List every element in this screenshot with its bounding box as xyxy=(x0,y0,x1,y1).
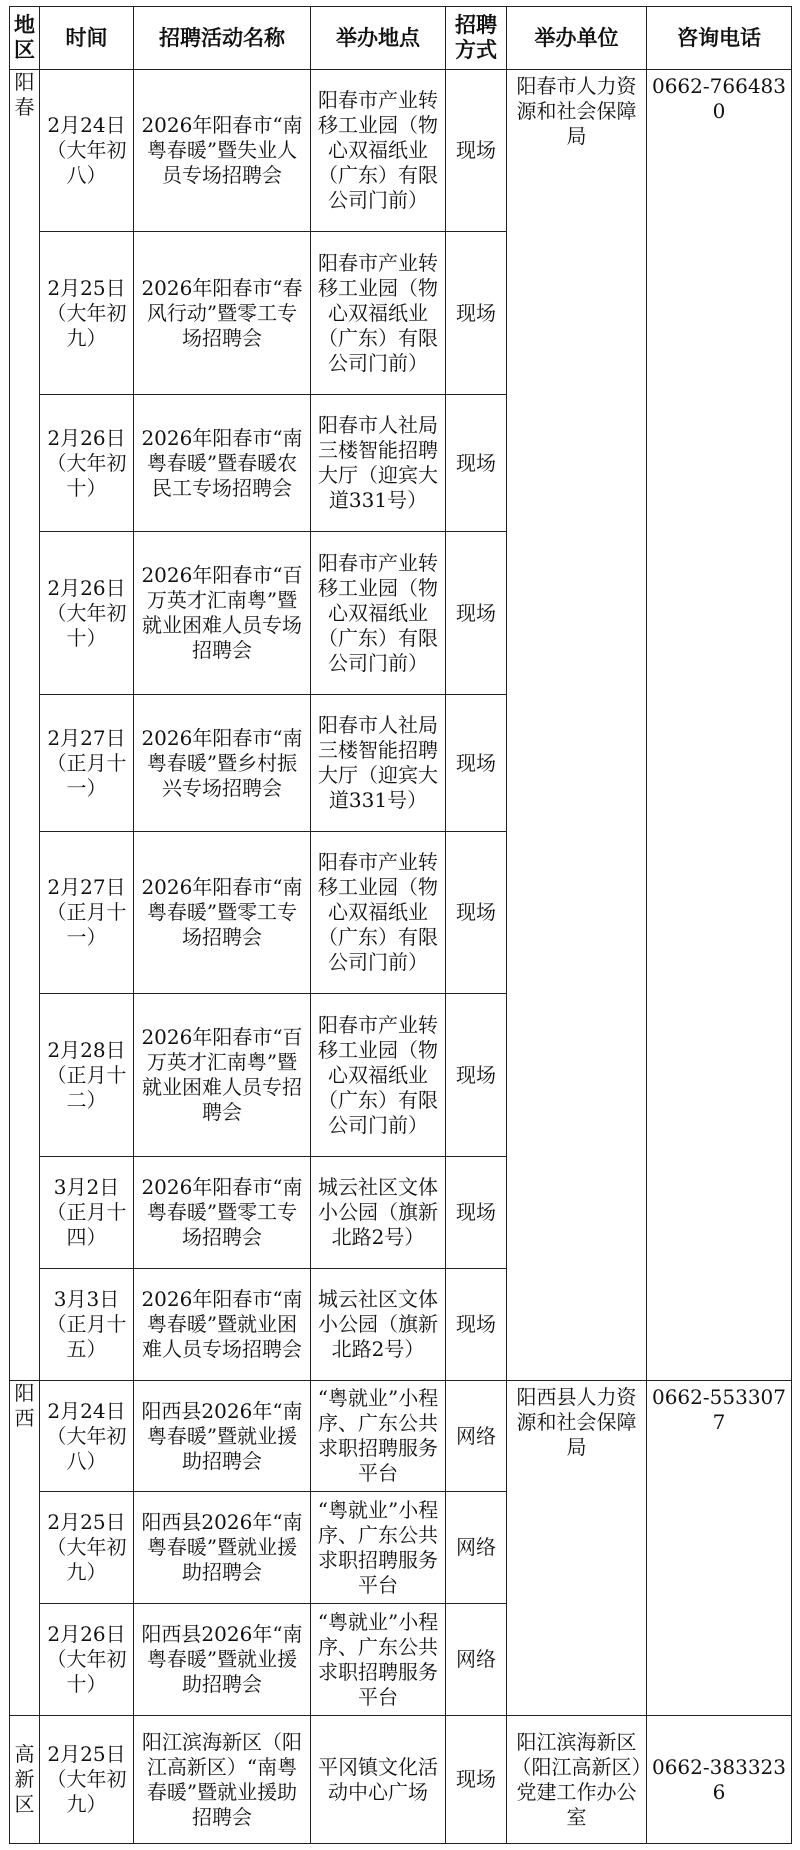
venue-cell: “粤就业”小程序、广东公共求职招聘服务平台 xyxy=(311,1604,446,1716)
event-name-cell: 2026年阳春市“南粤春暖”暨就业困难人员专场招聘会 xyxy=(134,1269,311,1381)
time-cell: 2月27日（正月十一） xyxy=(40,695,134,832)
table-row xyxy=(10,1716,792,1844)
header-region: 地区 xyxy=(10,7,40,70)
venue-cell: 城云社区文体小公园（旗新北路2号） xyxy=(311,1269,446,1381)
event-name-cell: 2026年阳春市“春风行动”暨零工专场招聘会 xyxy=(134,232,311,395)
event-name-cell: 2026年阳春市“南粤春暖”暨零工专场招聘会 xyxy=(134,1157,311,1269)
region-cell: 阳西 xyxy=(10,1381,40,1716)
organizer-cell: 阳江滨海新区（阳江高新区）党建工作办公室 xyxy=(507,1716,647,1844)
mode-cell: 现场 xyxy=(446,395,507,532)
event-name-cell: 2026年阳春市“百万英才汇南粤”暨就业困难人员专招聘会 xyxy=(134,994,311,1157)
venue-cell: 阳春市产业转移工业园（物心双福纸业（广东）有限公司门前） xyxy=(311,70,446,232)
event-name-cell: 2026年阳春市“南粤春暖”暨春暖农民工专场招聘会 xyxy=(134,395,311,532)
venue-cell: 阳春市产业转移工业园（物心双福纸业（广东）有限公司门前） xyxy=(311,532,446,695)
time-cell: 3月2日（正月十四） xyxy=(40,1157,134,1269)
time-cell: 2月26日（大年初十） xyxy=(40,1604,134,1716)
header-organizer: 举办单位 xyxy=(507,7,647,70)
venue-cell: 阳春市产业转移工业园（物心双福纸业（广东）有限公司门前） xyxy=(311,832,446,994)
venue-cell: 城云社区文体小公园（旗新北路2号） xyxy=(311,1157,446,1269)
table-row xyxy=(10,70,792,232)
event-name-cell: 2026年阳春市“南粤春暖”暨乡村振兴专场招聘会 xyxy=(134,695,311,832)
table-header-row xyxy=(10,7,792,70)
header-venue: 举办地点 xyxy=(311,7,446,70)
venue-cell: 阳春市产业转移工业园（物心双福纸业（广东）有限公司门前） xyxy=(311,232,446,395)
organizer-cell: 阳西县人力资源和社会保障局 xyxy=(507,1381,647,1716)
time-cell: 2月27日（正月十一） xyxy=(40,832,134,994)
mode-cell: 现场 xyxy=(446,1716,507,1844)
venue-cell: “粤就业”小程序、广东公共求职招聘服务平台 xyxy=(311,1381,446,1492)
mode-cell: 现场 xyxy=(446,232,507,395)
time-cell: 2月25日（大年初九） xyxy=(40,232,134,395)
time-cell: 2月26日（大年初十） xyxy=(40,532,134,695)
event-name-cell: 阳西县2026年“南粤春暖”暨就业援助招聘会 xyxy=(134,1604,311,1716)
event-name-cell: 阳西县2026年“南粤春暖”暨就业援助招聘会 xyxy=(134,1381,311,1492)
phone-cell: 0662-3833236 xyxy=(647,1716,792,1844)
phone-cell: 0662-5533077 xyxy=(647,1381,792,1716)
time-cell: 2月24日（大年初八） xyxy=(40,1381,134,1492)
mode-cell: 网络 xyxy=(446,1604,507,1716)
mode-cell: 现场 xyxy=(446,532,507,695)
venue-cell: 阳春市产业转移工业园（物心双福纸业（广东）有限公司门前） xyxy=(311,994,446,1157)
region-cell: 阳春 xyxy=(10,70,40,1381)
time-cell: 2月24日（大年初八） xyxy=(40,70,134,232)
header-event-name: 招聘活动名称 xyxy=(134,7,311,70)
mode-cell: 网络 xyxy=(446,1492,507,1604)
mode-cell: 现场 xyxy=(446,70,507,232)
header-mode: 招聘方式 xyxy=(446,7,507,70)
time-cell: 2月28日（正月十二） xyxy=(40,994,134,1157)
recruitment-schedule-table xyxy=(9,6,792,1844)
event-name-cell: 2026年阳春市“南粤春暖”暨零工专场招聘会 xyxy=(134,832,311,994)
time-cell: 2月25日（大年初九） xyxy=(40,1716,134,1844)
event-name-cell: 阳江滨海新区（阳江高新区）“南粤春暖”暨就业援助招聘会 xyxy=(134,1716,311,1844)
region-cell: 高新区 xyxy=(10,1716,40,1844)
organizer-cell: 阳春市人力资源和社会保障局 xyxy=(507,70,647,1381)
event-name-cell: 2026年阳春市“南粤春暖”暨失业人员专场招聘会 xyxy=(134,70,311,232)
header-time: 时间 xyxy=(40,7,134,70)
event-name-cell: 2026年阳春市“百万英才汇南粤”暨就业困难人员专场招聘会 xyxy=(134,532,311,695)
time-cell: 2月26日（大年初十） xyxy=(40,395,134,532)
mode-cell: 现场 xyxy=(446,994,507,1157)
venue-cell: “粤就业”小程序、广东公共求职招聘服务平台 xyxy=(311,1492,446,1604)
venue-cell: 阳春市人社局三楼智能招聘大厅（迎宾大道331号） xyxy=(311,695,446,832)
mode-cell: 现场 xyxy=(446,1269,507,1381)
header-phone: 咨询电话 xyxy=(647,7,792,70)
venue-cell: 平冈镇文化活动中心广场 xyxy=(311,1716,446,1844)
phone-cell: 0662-7664830 xyxy=(647,70,792,1381)
mode-cell: 现场 xyxy=(446,1157,507,1269)
mode-cell: 现场 xyxy=(446,832,507,994)
mode-cell: 网络 xyxy=(446,1381,507,1492)
event-name-cell: 阳西县2026年“南粤春暖”暨就业援助招聘会 xyxy=(134,1492,311,1604)
time-cell: 2月25日（大年初九） xyxy=(40,1492,134,1604)
table-row xyxy=(10,1381,792,1492)
mode-cell: 现场 xyxy=(446,695,507,832)
venue-cell: 阳春市人社局三楼智能招聘大厅（迎宾大道331号） xyxy=(311,395,446,532)
time-cell: 3月3日（正月十五） xyxy=(40,1269,134,1381)
